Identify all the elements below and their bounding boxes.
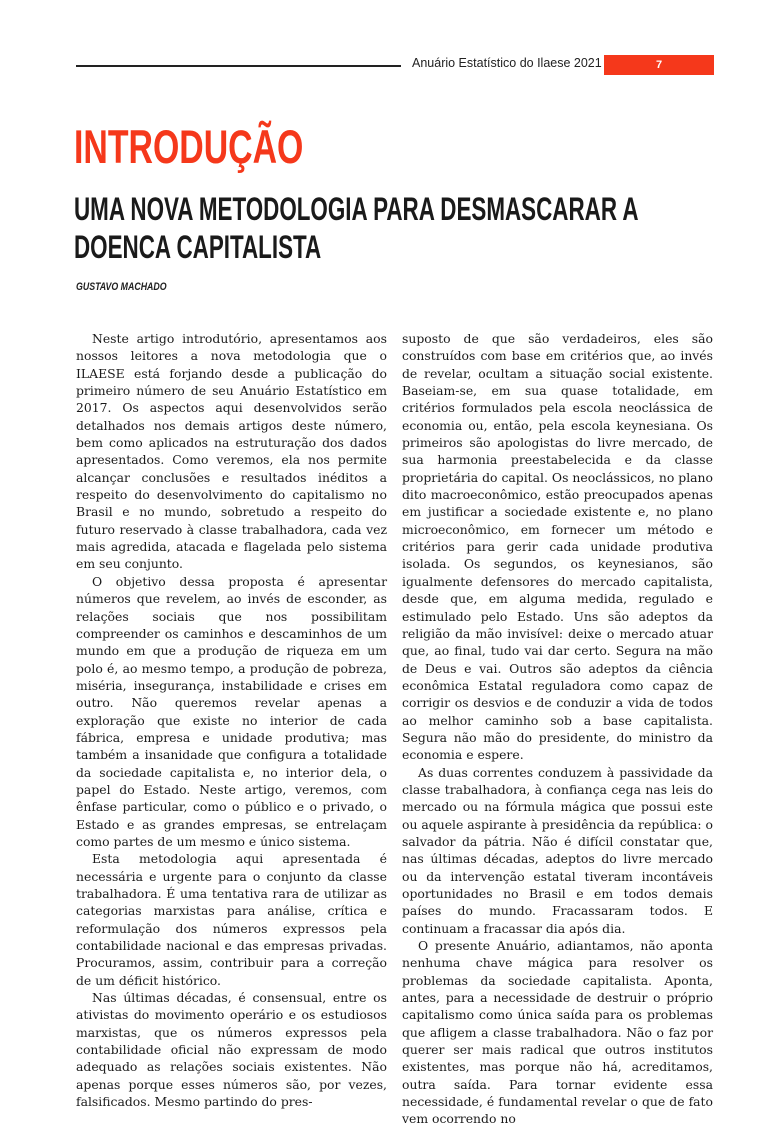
- paragraph: Nas últimas décadas, é consensual, entre os ativistas do movimento operário e os estudiosos marxistas, que os números expressos pela contabilidade oficial não expressam de modo adequado as relações sociais existentes. Não apenas porque esses números são, por vezes, falsificados. Mesmo partindo do pres-: [76, 990, 387, 1110]
- paragraph: Neste artigo introdutório, apresentamos aos nossos leitores a nova metodologia que o ILAESE está forjando desde a publicação do primeiro número de seu Anuário Estatístico em 2017. Os aspectos aqui desenvolvidos serão detalhados nos demais artigos deste número, bem como aplicados na estruturação dos dados apresentados. Como veremos, ela nos permite alcançar conclusões e resultados inéditos a respeito do desenvolvimento do capitalismo no Brasil e no mundo, sobretudo a respeito do futuro reservado à classe trabalhadora, cada vez mais agredida, atacada e flagelada pelo sistema em seu conjunto.: [76, 331, 387, 572]
- header-rule: [76, 65, 401, 67]
- paragraph: O objetivo dessa proposta é apresentar números que revelem, ao invés de esconder, as relações sociais que nos possibilitam compreender os caminhos e descaminhos de um mundo em que a produção de riqueza em um polo é, ao mesmo tempo, a produção de pobreza, miséria, insegurança, instabilidade e crises em outro. Não queremos revelar apenas a exploração que existe no interior de cada fábrica, empresa e unidade produtiva; mas também a insanidade que configura a totalidade da sociedade capitalista e, no interior dela, o papel do Estado. Neste artigo, veremos, com ênfase particular, como o público e o privado, o Estado e as grandes empresas, se entrelaçam como partes de um mesmo e único sistema.: [76, 573, 387, 849]
- article-title: UMA NOVA METODOLOGIA PARA DESMASCARAR A DOENCA CAPITALISTA: [74, 191, 638, 265]
- publication-title: Anuário Estatístico do Ilaese 2021: [412, 56, 602, 70]
- right-column: [402, 330, 713, 1127]
- author-name: GUSTAVO MACHADO: [76, 281, 167, 293]
- paragraph: O presente Anuário, adiantamos, não aponta nenhuma chave mágica para resolver os problemas da sociedade capitalista. Aponta, antes, para a necessidade de destruir o próprio capitalismo como única saída para os problemas que afligem a classe trabalhadora. Não o faz por querer ser mais radical que outros institutos existentes, mas porque não há, acreditamos, outra saída. Para tornar evidente essa necessidade, é fundamental revelar o que de fato vem ocorrendo no: [402, 938, 713, 1127]
- left-column: [76, 330, 387, 1110]
- section-title: INTRODUÇÃO: [74, 120, 304, 173]
- paragraph: Esta metodologia aqui apresentada é necessária e urgente para o conjunto da classe trabalhadora. É uma tentativa rara de utilizar as categorias marxistas para análise, crítica e reformulação dos números expressos pela contabilidade nacional e das empresas privadas. Procuramos, assim, contribuir para a correção de um déficit histórico.: [76, 851, 387, 988]
- paragraph: As duas correntes conduzem à passividade da classe trabalhadora, à confiança cega nas leis do mercado ou na fórmula mágica que possui este ou aquele aspirante à presidência da república: o salvador da pátria. Não é difícil constatar que, nas últimas décadas, adeptos do livre mercado ou da intervenção estatal tiveram incontáveis oportunidades no Brasil e em todos demais países do mundo. Fracassaram todos. E continuam a fracassar dia após dia.: [402, 764, 713, 936]
- page-number-badge: 7: [604, 55, 714, 75]
- paragraph: suposto de que são verdadeiros, eles são construídos com base em critérios que, ao invés de revelar, ocultam a situação social existente. Baseiam-se, em sua quase totalidade, em critérios formulados pela escola neoclássica de economia ou, então, pela escola keynesiana. Os primeiros são apologistas do livre mercado, de sua harmonia preestabelecida e da classe proprietária do capital. Os neoclássicos, no plano dito macroeconômico, estão preocupados apenas em justificar a sociedade existente e, no plano microeconômico, em fornecer um método e critérios para gerir cada unidade produtiva isolada. Os segundos, os keynesianos, são igualmente defensores do mercado capitalista, desde que, em alguma medida, regulado e estimulado pelo Estado. Uns são adeptos da religião da mão invisível: deixe o mercado atuar que, ao final, tudo vai dar certo. Segura na mão de Deus e vai. Outros são adeptos da ciência econômica Estatal reguladora como capaz de corrigir os desvios e de conduzir a vida de todos ao melhor caminho sob a base capitalista. Segura não mão do presidente, do ministro da economia e espere.: [402, 331, 713, 763]
